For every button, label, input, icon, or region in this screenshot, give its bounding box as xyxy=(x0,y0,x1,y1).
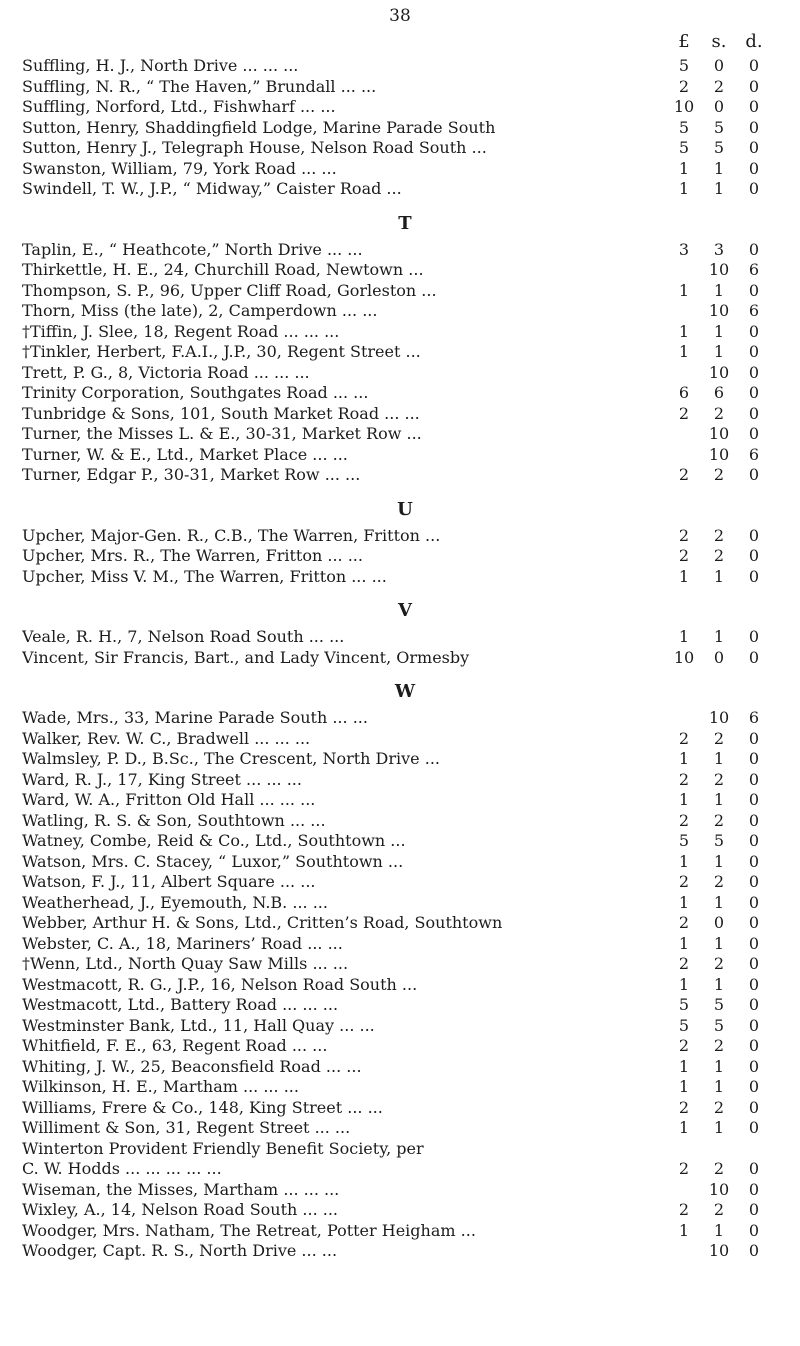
subscriber-name: Williment & Son, 31, Regent Street ... ... xyxy=(22,1118,351,1137)
list-item xyxy=(0,913,800,934)
subscriber-name: Turner, Edgar P., 30-31, Market Row ... ... xyxy=(22,465,361,484)
shillings-amount: 2 xyxy=(713,403,725,423)
shillings-amount: 5 xyxy=(713,831,725,850)
list-item xyxy=(0,260,800,281)
shillings-amount: 2 xyxy=(713,1036,725,1055)
shillings-amount: 10 xyxy=(708,444,730,464)
pence-amount: 0 xyxy=(748,465,760,484)
subscriber-name: Watson, Mrs. C. Stacey, “ Luxor,” Southtown ... xyxy=(22,851,404,871)
subscriber-name: Upcher, Mrs. R., The Warren, Fritton ... ... xyxy=(22,546,363,565)
pounds-amount: 2 xyxy=(678,954,690,973)
pence-amount: 0 xyxy=(748,362,760,382)
shillings-amount: 2 xyxy=(713,1097,725,1117)
subscriber-name: Watney, Combe, Reid & Co., Ltd., Southtown ... xyxy=(22,831,406,850)
subscriber-name: Walmsley, P. D., B.Sc., The Crescent, North Drive ... xyxy=(22,749,440,768)
shillings-amount: 2 xyxy=(713,769,725,789)
pence-amount: 0 xyxy=(748,810,760,830)
list-item xyxy=(0,138,800,159)
list-item xyxy=(0,526,800,547)
shillings-amount: 10 xyxy=(708,1241,730,1260)
section-letter: T xyxy=(398,212,412,234)
pence-amount: 0 xyxy=(748,933,760,953)
pence-amount: 0 xyxy=(748,954,760,973)
subscriber-name: Suffling, Norford, Ltd., Fishwharf ... ... xyxy=(22,97,336,116)
pounds-amount: 2 xyxy=(678,403,690,423)
pence-amount: 0 xyxy=(748,974,760,994)
pounds-amount: 2 xyxy=(678,810,690,830)
pounds-amount: 1 xyxy=(678,321,690,341)
shillings-amount: 2 xyxy=(713,728,725,748)
subscriber-name: Suffling, H. J., North Drive ... ... ... xyxy=(22,56,299,75)
shillings-amount: 10 xyxy=(708,301,730,320)
pence-amount: 0 xyxy=(748,831,760,850)
subscriber-name: Turner, the Misses L. & E., 30-31, Market Row ... xyxy=(22,424,422,443)
list-item xyxy=(0,546,800,567)
subscriber-list xyxy=(0,56,800,1262)
list-item xyxy=(0,424,800,445)
subscriber-name: †Wenn, Ltd., North Quay Saw Mills ... ... xyxy=(22,954,349,973)
subscriber-name: Thompson, S. P., 96, Upper Cliff Road, Gorleston ... xyxy=(22,280,437,300)
pounds-amount: 2 xyxy=(678,872,690,891)
pence-amount: 0 xyxy=(748,1118,760,1137)
subscriber-name: Suffling, N. R., “ The Haven,” Brundall ... ... xyxy=(22,76,377,96)
pounds-amount: 1 xyxy=(678,627,690,646)
shillings-amount: 1 xyxy=(713,627,725,646)
pence-amount: 0 xyxy=(748,892,760,912)
shillings-amount: 2 xyxy=(713,76,725,96)
list-item xyxy=(0,1159,800,1180)
subscriber-name: Taplin, E., “ Heathcote,” North Drive ... ... xyxy=(22,239,363,259)
subscriber-name: Turner, W. & E., Ltd., Market Place ... ... xyxy=(22,444,348,464)
pounds-amount: 2 xyxy=(678,1036,690,1055)
pounds-amount: 2 xyxy=(678,728,690,748)
subscriber-name: Sutton, Henry, Shaddingfield Lodge, Marine Parade South xyxy=(22,117,496,137)
shillings-amount: 2 xyxy=(713,1200,725,1219)
subscriber-name: Westmacott, R. G., J.P., 16, Nelson Road South ... xyxy=(22,974,418,994)
shillings-amount: 2 xyxy=(713,1159,725,1178)
shillings-amount: 1 xyxy=(713,933,725,953)
shillings-amount: 1 xyxy=(713,892,725,912)
pence-amount: 0 xyxy=(748,769,760,789)
subscriber-name: Whiting, J. W., 25, Beaconsfield Road ... ... xyxy=(22,1056,362,1076)
pounds-amount: 2 xyxy=(678,769,690,789)
list-item xyxy=(0,1200,800,1221)
subscriber-name: Wiseman, the Misses, Martham ... ... ... xyxy=(22,1179,340,1199)
list-item xyxy=(0,118,800,139)
pounds-amount: 5 xyxy=(678,995,690,1014)
pence-amount: 6 xyxy=(748,444,760,464)
list-item xyxy=(0,934,800,955)
shillings-amount: 0 xyxy=(713,647,725,667)
list-item xyxy=(0,1098,800,1119)
shillings-amount: 5 xyxy=(713,117,725,137)
list-item xyxy=(0,363,800,384)
list-item xyxy=(0,1139,800,1160)
list-item xyxy=(0,893,800,914)
pounds-amount: 2 xyxy=(678,1097,690,1117)
shillings-amount: 1 xyxy=(713,1220,725,1240)
pounds-amount: 5 xyxy=(678,831,690,850)
pounds-amount: 1 xyxy=(678,1077,690,1096)
shillings-amount: 6 xyxy=(713,383,725,402)
subscriber-name: Watson, F. J., 11, Albert Square ... ... xyxy=(22,872,316,891)
subscriber-name: Watling, R. S. & Son, Southtown ... ... xyxy=(22,810,326,830)
shillings-amount: 1 xyxy=(713,1118,725,1137)
list-item xyxy=(0,1180,800,1201)
pence-amount: 0 xyxy=(748,383,760,402)
subscriber-name: Upcher, Miss V. M., The Warren, Fritton ... ... xyxy=(22,566,387,586)
pounds-amount: 2 xyxy=(678,1200,690,1219)
list-item xyxy=(0,729,800,750)
pence-amount: 0 xyxy=(748,76,760,96)
shillings-amount: 1 xyxy=(713,790,725,809)
subscriber-name: †Tiffin, J. Slee, 18, Regent Road ... ... ... xyxy=(22,321,340,341)
subscriber-name: Trett, P. G., 8, Victoria Road ... ... ... xyxy=(22,362,310,382)
pounds-amount: 1 xyxy=(678,749,690,768)
list-item xyxy=(0,975,800,996)
pence-amount: 0 xyxy=(748,1015,760,1035)
subscriber-name: Westminster Bank, Ltd., 11, Hall Quay ... ... xyxy=(22,1015,375,1035)
pounds-amount: 1 xyxy=(678,280,690,300)
list-item xyxy=(0,708,800,729)
subscriber-name: Swindell, T. W., J.P., “ Midway,” Caister Road ... xyxy=(22,179,402,198)
list-item xyxy=(0,1241,800,1262)
pounds-header: £ xyxy=(678,31,690,52)
subscriber-name: Ward, R. J., 17, King Street ... ... ... xyxy=(22,769,302,789)
pounds-amount: 1 xyxy=(678,1118,690,1137)
list-item xyxy=(0,770,800,791)
subscriber-name: Westmacott, Ltd., Battery Road ... ... ... xyxy=(22,995,339,1014)
list-item xyxy=(0,465,800,486)
subscriber-name: Williams, Frere & Co., 148, King Street ... ... xyxy=(22,1097,383,1117)
subscriber-name: Veale, R. H., 7, Nelson Road South ... ... xyxy=(22,627,345,646)
shillings-header: s. xyxy=(711,31,727,52)
pounds-amount: 2 xyxy=(678,1159,690,1178)
pence-amount: 0 xyxy=(748,158,760,178)
list-item xyxy=(0,97,800,118)
subscriber-name: Swanston, William, 79, York Road ... ... xyxy=(22,158,337,178)
list-item xyxy=(0,322,800,343)
shillings-amount: 1 xyxy=(713,179,725,198)
subscriber-name: C. W. Hodds ... ... ... ... ... xyxy=(22,1159,222,1178)
pounds-amount: 1 xyxy=(678,892,690,912)
pounds-amount: 5 xyxy=(678,117,690,137)
pence-amount: 0 xyxy=(748,56,760,75)
pounds-amount: 1 xyxy=(678,933,690,953)
pounds-amount: 1 xyxy=(678,851,690,871)
subscriber-name: Tunbridge & Sons, 101, South Market Road ... ... xyxy=(22,403,420,423)
subscriber-name: Wilkinson, H. E., Martham ... ... ... xyxy=(22,1077,299,1096)
pence-amount: 0 xyxy=(748,424,760,443)
subscriber-name: Sutton, Henry J., Telegraph House, Nelson Road South ... xyxy=(22,138,487,157)
subscriber-name: †Tinkler, Herbert, F.A.I., J.P., 30, Regent Street ... xyxy=(22,342,421,361)
pounds-amount: 1 xyxy=(678,1220,690,1240)
section-letter: W xyxy=(394,681,416,702)
pence-amount: 0 xyxy=(748,995,760,1014)
subscriber-name: Webber, Arthur H. & Sons, Ltd., Critten’s Road, Southtown xyxy=(22,913,503,932)
pence-amount: 0 xyxy=(748,1056,760,1076)
subscriber-name: Ward, W. A., Fritton Old Hall ... ... ... xyxy=(22,790,316,809)
list-item xyxy=(0,749,800,770)
pence-amount: 0 xyxy=(748,1097,760,1117)
pence-amount: 0 xyxy=(748,566,760,586)
list-item xyxy=(0,1016,800,1037)
list-item xyxy=(0,872,800,893)
pence-amount: 0 xyxy=(748,1036,760,1055)
pounds-amount: 1 xyxy=(678,1056,690,1076)
list-item xyxy=(0,1036,800,1057)
subscriber-name: Weatherhead, J., Eyemouth, N.B. ... ... xyxy=(22,892,328,912)
subscriber-name: Thorn, Miss (the late), 2, Camperdown ... ... xyxy=(22,301,378,320)
section-letter: U xyxy=(397,498,413,520)
list-item xyxy=(0,240,800,261)
pence-amount: 0 xyxy=(748,239,760,259)
shillings-amount: 0 xyxy=(713,913,725,932)
list-item xyxy=(0,301,800,322)
shillings-amount: 2 xyxy=(713,954,725,973)
pence-amount: 0 xyxy=(748,525,760,545)
shillings-amount: 2 xyxy=(713,872,725,891)
shillings-amount: 0 xyxy=(713,56,725,75)
pence-header: d. xyxy=(745,31,763,52)
shillings-amount: 5 xyxy=(713,995,725,1014)
list-item xyxy=(0,342,800,363)
pence-amount: 0 xyxy=(748,1179,760,1199)
pounds-amount: 10 xyxy=(673,647,695,667)
pounds-amount: 10 xyxy=(673,97,695,116)
shillings-amount: 1 xyxy=(713,1077,725,1096)
list-item xyxy=(0,404,800,425)
pence-amount: 0 xyxy=(748,138,760,157)
subscriber-name: Trinity Corporation, Southgates Road ... ... xyxy=(22,383,369,402)
pence-amount: 0 xyxy=(748,1241,760,1260)
pence-amount: 6 xyxy=(748,708,760,727)
shillings-amount: 2 xyxy=(713,546,725,565)
shillings-amount: 5 xyxy=(713,1015,725,1035)
shillings-amount: 3 xyxy=(713,239,725,259)
pounds-amount: 2 xyxy=(678,76,690,96)
shillings-amount: 2 xyxy=(713,810,725,830)
list-item xyxy=(0,831,800,852)
pounds-amount: 5 xyxy=(678,138,690,157)
list-item xyxy=(0,790,800,811)
pence-amount: 0 xyxy=(748,647,760,667)
pounds-amount: 6 xyxy=(678,383,690,402)
pence-amount: 6 xyxy=(748,260,760,279)
subscriber-name: Vincent, Sir Francis, Bart., and Lady Vincent, Ormesby xyxy=(22,647,470,667)
list-item xyxy=(0,56,800,77)
list-item xyxy=(0,159,800,180)
shillings-amount: 1 xyxy=(713,974,725,994)
pence-amount: 0 xyxy=(748,790,760,809)
shillings-amount: 10 xyxy=(708,1179,730,1199)
subscriber-name: Winterton Provident Friendly Benefit Society, per xyxy=(22,1138,424,1158)
pounds-amount: 1 xyxy=(678,566,690,586)
list-item xyxy=(0,179,800,200)
pence-amount: 0 xyxy=(748,627,760,646)
pence-amount: 0 xyxy=(748,1220,760,1240)
pounds-amount: 5 xyxy=(678,56,690,75)
pounds-amount: 2 xyxy=(678,913,690,932)
pounds-amount: 3 xyxy=(678,239,690,259)
shillings-amount: 10 xyxy=(708,424,730,443)
shillings-amount: 1 xyxy=(713,566,725,586)
subscriber-name: Webster, C. A., 18, Mariners’ Road ... ... xyxy=(22,933,343,953)
pounds-amount: 1 xyxy=(678,342,690,361)
list-item xyxy=(0,627,800,648)
pence-amount: 0 xyxy=(748,342,760,361)
pence-amount: 0 xyxy=(748,872,760,891)
list-item xyxy=(0,852,800,873)
pence-amount: 0 xyxy=(748,851,760,871)
pence-amount: 6 xyxy=(748,301,760,320)
pounds-amount: 1 xyxy=(678,179,690,198)
list-item xyxy=(0,77,800,98)
list-item xyxy=(0,995,800,1016)
pence-amount: 0 xyxy=(748,546,760,565)
pence-amount: 0 xyxy=(748,1200,760,1219)
subscriber-name: Woodger, Capt. R. S., North Drive ... ... xyxy=(22,1241,338,1260)
page-number: 38 xyxy=(389,6,411,26)
pence-amount: 0 xyxy=(748,1159,760,1178)
list-item xyxy=(0,445,800,466)
pence-amount: 0 xyxy=(748,280,760,300)
pence-amount: 0 xyxy=(748,1077,760,1096)
list-item xyxy=(0,1057,800,1078)
pounds-amount: 2 xyxy=(678,525,690,545)
pence-amount: 0 xyxy=(748,117,760,137)
subscriber-name: Thirkettle, H. E., 24, Churchill Road, Newtown ... xyxy=(22,260,424,279)
shillings-amount: 0 xyxy=(713,97,725,116)
pounds-amount: 1 xyxy=(678,790,690,809)
shillings-amount: 1 xyxy=(713,749,725,768)
list-item xyxy=(0,1221,800,1242)
list-item xyxy=(0,648,800,669)
pence-amount: 0 xyxy=(748,728,760,748)
shillings-amount: 10 xyxy=(708,708,730,727)
list-item xyxy=(0,1077,800,1098)
subscriber-name: Wixley, A., 14, Nelson Road South ... ... xyxy=(22,1200,339,1219)
pounds-amount: 5 xyxy=(678,1015,690,1035)
pounds-amount: 1 xyxy=(678,974,690,994)
shillings-amount: 1 xyxy=(713,851,725,871)
pounds-amount: 1 xyxy=(678,158,690,178)
pounds-amount: 2 xyxy=(678,546,690,565)
pence-amount: 0 xyxy=(748,179,760,198)
shillings-amount: 10 xyxy=(708,260,730,279)
shillings-amount: 2 xyxy=(713,465,725,484)
subscriber-name: Whitfield, F. E., 63, Regent Road ... ... xyxy=(22,1036,328,1055)
subscriber-name: Wade, Mrs., 33, Marine Parade South ... ... xyxy=(22,708,368,727)
list-item xyxy=(0,811,800,832)
list-item xyxy=(0,567,800,588)
section-letter: V xyxy=(398,600,412,621)
shillings-amount: 10 xyxy=(708,362,730,382)
shillings-amount: 1 xyxy=(713,158,725,178)
list-item xyxy=(0,383,800,404)
subscriber-name: Walker, Rev. W. C., Bradwell ... ... ... xyxy=(22,728,311,748)
pence-amount: 0 xyxy=(748,749,760,768)
pence-amount: 0 xyxy=(748,403,760,423)
pence-amount: 0 xyxy=(748,97,760,116)
shillings-amount: 5 xyxy=(713,138,725,157)
subscriber-name: Upcher, Major-Gen. R., C.B., The Warren, Fritton ... xyxy=(22,525,441,545)
shillings-amount: 1 xyxy=(713,321,725,341)
shillings-amount: 1 xyxy=(713,280,725,300)
shillings-amount: 2 xyxy=(713,525,725,545)
list-item xyxy=(0,281,800,302)
list-item xyxy=(0,1118,800,1139)
shillings-amount: 1 xyxy=(713,1056,725,1076)
pence-amount: 0 xyxy=(748,321,760,341)
subscriber-name: Woodger, Mrs. Natham, The Retreat, Potter Heigham ... xyxy=(22,1220,476,1240)
pence-amount: 0 xyxy=(748,913,760,932)
shillings-amount: 1 xyxy=(713,342,725,361)
currency-header xyxy=(0,31,800,55)
list-item xyxy=(0,954,800,975)
pounds-amount: 2 xyxy=(678,465,690,484)
